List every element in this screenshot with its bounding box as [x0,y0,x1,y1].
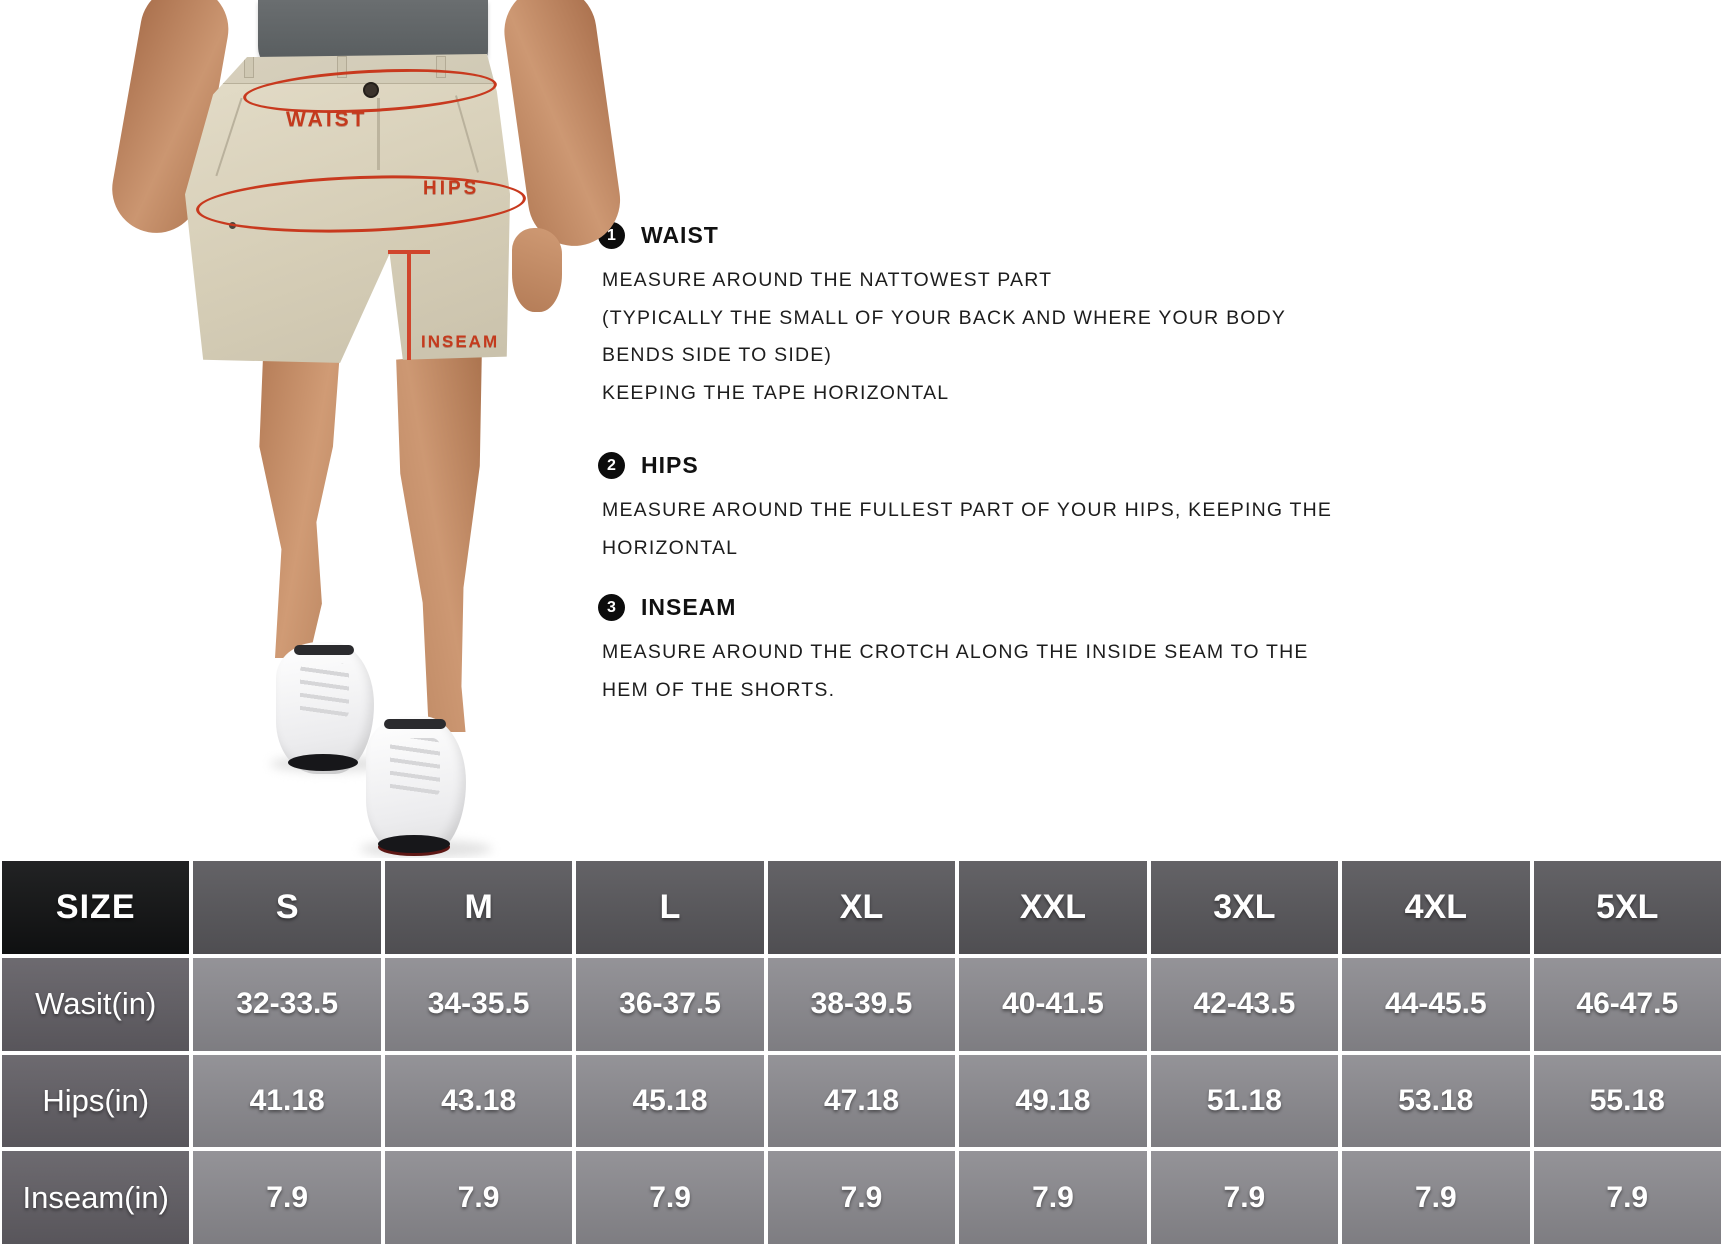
waist-value: 34-35.5 [385,958,572,1051]
right-sneaker [366,716,466,856]
size-column-header: 4XL [1342,861,1529,954]
hips-value: 43.18 [385,1055,572,1148]
inseam-value: 7.9 [385,1151,572,1244]
size-column-header: L [576,861,763,954]
model-right-arm [498,0,626,252]
instruction-line: HORIZONTAL [602,536,739,559]
instruction-heading [598,222,1378,249]
step-number-badge: 2 [598,452,625,479]
hips-value: 51.18 [1151,1055,1338,1148]
row-label-inseam: Inseam(in) [2,1151,189,1244]
size-chart-corner-header: SIZE [2,861,189,954]
instruction-line: HEM OF THE SHORTS. [602,678,836,701]
waist-value: 42-43.5 [1151,958,1338,1051]
inseam-value: 7.9 [959,1151,1146,1244]
inseam-measure-bar [388,250,430,254]
size-column-header: XL [768,861,955,954]
instruction-title: WAIST [641,222,719,248]
instruction-line: MEASURE AROUND THE CROTCH ALONG THE INSIDE SEAM TO THE [602,641,1309,663]
instruction-body [598,634,1378,709]
instruction-line: (TYPICALLY THE SMALL OF YOUR BACK AND WHERE YOUR BODY [602,306,1287,329]
hips-value: 45.18 [576,1055,763,1148]
size-column-header: 5XL [1534,861,1721,954]
instruction-hips [598,452,1378,567]
instruction-body [598,492,1378,567]
sneaker-laces [300,663,349,718]
inseam-value: 7.9 [1151,1151,1338,1244]
instruction-inseam [598,594,1378,709]
inseam-annotation-label: INSEAM [421,332,500,351]
waist-value: 40-41.5 [959,958,1146,1051]
size-column-header: 3XL [1151,861,1338,954]
left-sneaker [276,642,374,774]
sneaker-laces [390,738,440,797]
hips-annotation-label: HIPS [423,178,480,199]
sneaker-sole [288,754,359,771]
product-photo [120,0,600,860]
step-number-badge: 3 [598,594,625,621]
instruction-heading [598,594,1378,621]
model-left-leg [252,356,344,658]
waist-value: 46-47.5 [1534,958,1721,1051]
sneaker-sole [378,835,450,853]
hips-value: 47.18 [768,1055,955,1148]
inseam-value: 7.9 [576,1151,763,1244]
inseam-measure-line [407,250,411,360]
instruction-body [598,262,1378,412]
sneaker-collar [384,719,446,729]
instruction-line: MEASURE AROUND THE NATTOWEST PART [602,269,1053,291]
model-right-leg [388,352,490,732]
instruction-title: INSEAM [641,594,737,620]
size-column-header: S [193,861,380,954]
hips-value: 41.18 [193,1055,380,1148]
row-label-waist: Wasit(in) [2,958,189,1051]
waist-annotation-label: WAIST [286,108,368,131]
hips-value: 55.18 [1534,1055,1721,1148]
inseam-value: 7.9 [1534,1151,1721,1244]
instruction-line: BENDS SIDE TO SIDE) [602,344,833,366]
pocket-seam [455,95,479,172]
waist-value: 38-39.5 [768,958,955,1051]
waist-value: 36-37.5 [576,958,763,1051]
inseam-value: 7.9 [768,1151,955,1244]
instruction-line: KEEPING THE TAPE HORIZONTAL [602,381,950,404]
size-column-header: XXL [959,861,1146,954]
waist-value: 32-33.5 [193,958,380,1051]
inseam-value: 7.9 [1342,1151,1529,1244]
instruction-title: HIPS [641,452,699,478]
step-number-badge: 1 [598,222,625,249]
instruction-waist [598,222,1378,412]
inseam-value: 7.9 [193,1151,380,1244]
waist-value: 44-45.5 [1342,958,1529,1051]
size-chart-table [0,858,1723,1246]
hips-value: 53.18 [1342,1055,1529,1148]
size-column-header: M [385,861,572,954]
belt-loop [244,56,254,78]
model-right-hand [512,228,562,312]
instruction-heading [598,452,1378,479]
row-label-hips: Hips(in) [2,1055,189,1148]
sneaker-collar [294,645,355,655]
hips-value: 49.18 [959,1055,1146,1148]
pocket-seam [215,98,242,177]
instruction-line: MEASURE AROUND THE FULLEST PART OF YOUR HIPS, KEEPING THE [602,499,1333,521]
